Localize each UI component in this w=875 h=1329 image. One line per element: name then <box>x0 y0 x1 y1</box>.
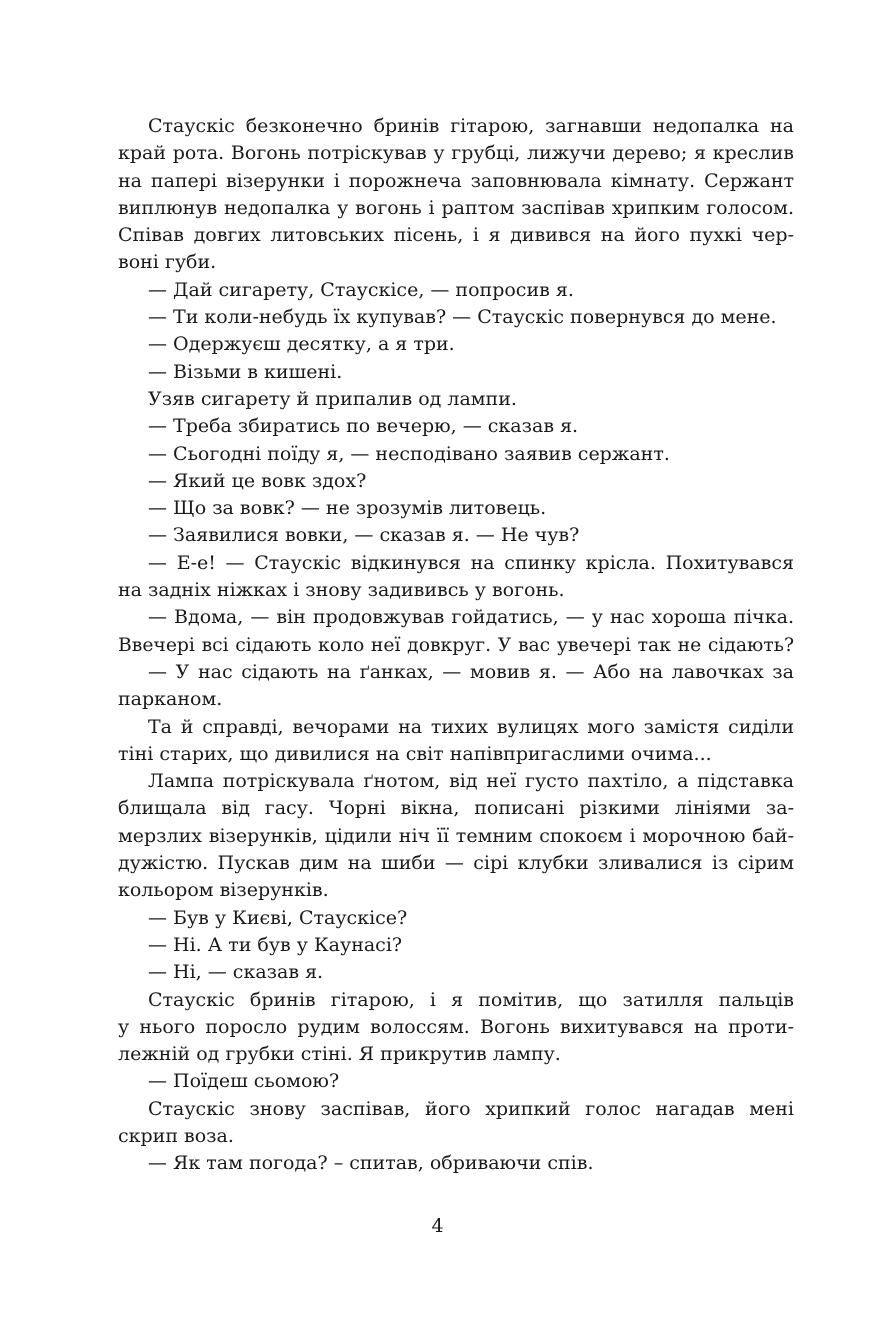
text-line: Та й справді, вечорами на тихих вулицях мого замістя сиділи <box>148 715 794 738</box>
text-line: — Сьогодні поїду я, — несподівано заявив сержант. <box>148 442 670 465</box>
text-line: — Ти коли-небудь їх купував? — Стаускіс повернувся до мене. <box>148 306 777 329</box>
text-line: — Був у Києві, Стаускісе? <box>148 906 408 929</box>
text-line: — Треба збиратись по вечерю, — сказав я. <box>148 415 579 438</box>
text-line: Стаускіс бринів гітарою, і я помітив, що затилля пальців <box>148 988 794 1011</box>
text-line: — Ні, — сказав я. <box>148 961 324 984</box>
text-line: на задніх ніжках і знову задививсь у вогонь. <box>118 579 565 602</box>
text-line: скрип воза. <box>118 1124 234 1147</box>
text-line: край рота. Вогонь потріскував у грубці, лижучи дерево; я креслив <box>118 142 794 165</box>
text-line: — Е-е! — Стаускіс відкинувся на спинку крісла. Похитувався <box>148 551 794 574</box>
text-line: — Візьми в кишені. <box>148 360 343 383</box>
text-line: Співав довгих литовських пісень, і я дивився на його пухкі чер- <box>118 224 794 247</box>
text-line: кольором візерунків. <box>118 879 329 902</box>
text-line: мерзлих візерунків, цідили ніч її темним спокоєм і морочною бай- <box>118 824 794 847</box>
text-line: — Заявилися вовки, — сказав я. — Не чув? <box>148 524 580 547</box>
text-line: на папері візерунки і порожнеча заповнювала кімнату. Сержант <box>118 169 794 192</box>
text-line: — Вдома, — він продовжував гойдатись, — у нас хороша пічка. <box>148 606 794 629</box>
text-line: Узяв сигарету й припалив од лампи. <box>148 387 517 410</box>
text-line: дужістю. Пускав дим на шиби — сірі клубки зливалися із сірим <box>118 852 794 875</box>
text-line: — Як там погода? – спитав, обриваючи спів. <box>148 1152 594 1175</box>
text-line: Стаускіс безконечно бринів гітарою, загнавши недопалка на <box>148 115 794 137</box>
text-line: Стаускіс знову заспівав, його хрипкий голос нагадав мені <box>148 1097 794 1120</box>
body-text <box>118 113 794 1178</box>
page-number: 4 <box>431 1215 444 1237</box>
text-line: блищала від гасу. Чорні вікна, пописані різкими лініями за- <box>118 797 794 820</box>
text-line: у нього поросло рудим волоссям. Вогонь вихитувався на проти- <box>118 1015 794 1038</box>
text-line: парканом. <box>118 688 223 711</box>
text-line: Ввечері всі сідають коло неї довкруг. У вас увечері так не сідають? <box>118 634 794 656</box>
text-line: тіні старих, що дивилися на світ напівпригаслими очима... <box>118 742 712 765</box>
text-line: лежній од грубки стіні. Я прикрутив лампу. <box>118 1043 561 1066</box>
text-line: — Поїдеш сьомою? <box>148 1070 340 1093</box>
text-line: — Який це вовк здох? <box>148 469 367 492</box>
text-line: виплюнув недопалка у вогонь і раптом заспівав хрипким голосом. <box>118 196 794 219</box>
text-line: воні губи. <box>118 251 217 274</box>
text-line: — У нас сідають на ґанках, — мовив я. — Або на лавочках за <box>148 660 794 683</box>
text-line: — Що за вовк? — не зрозумів литовець. <box>148 497 547 520</box>
text-line: Лампа потріскувала ґнотом, від неї густо пахтіло, а підставка <box>148 770 794 793</box>
text-line: — Одержуєш десятку, а я три. <box>148 333 455 356</box>
text-line: — Ні. А ти був у Каунасі? <box>148 933 403 956</box>
text-line: — Дай сигарету, Стаускісе, — попросив я. <box>148 278 574 301</box>
